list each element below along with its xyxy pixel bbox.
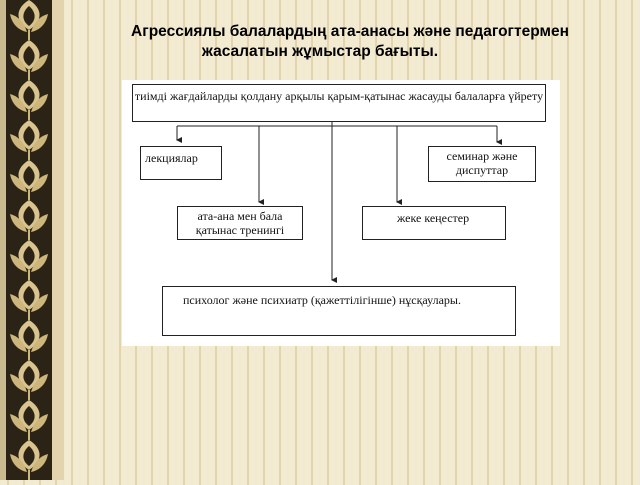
seminar-label: семинар және диспуттар	[446, 149, 518, 177]
training-box	[177, 206, 303, 240]
training-label: ата-ана мен бала қатынас тренингі	[195, 209, 285, 237]
individual-label: жеке кеңестер	[397, 211, 470, 225]
seminar-box	[428, 146, 536, 182]
slide-title	[60, 22, 640, 62]
lectures-label: лекциялар	[145, 151, 198, 165]
individual-box	[362, 206, 506, 240]
top-box	[132, 84, 546, 122]
slide-title-line1: Агрессиялы балалардың ата-анасы және педагогтермен	[131, 23, 569, 40]
psychologist-box	[162, 286, 516, 336]
diagram-panel	[122, 80, 560, 346]
top-box-label: тиімді жағдайларды қолдану арқылы қарым-қатынас жасауды балаларға үйрету	[134, 89, 544, 103]
leaf-ornament-icon	[0, 0, 64, 480]
decorative-border	[0, 0, 64, 480]
psychologist-label: психолог және психиатр (қажеттілігінше) нұсқаулары.	[183, 293, 461, 307]
lectures-box	[140, 146, 222, 180]
slide-title-line2: жасалатын жұмыстар бағыты.	[201, 43, 439, 60]
